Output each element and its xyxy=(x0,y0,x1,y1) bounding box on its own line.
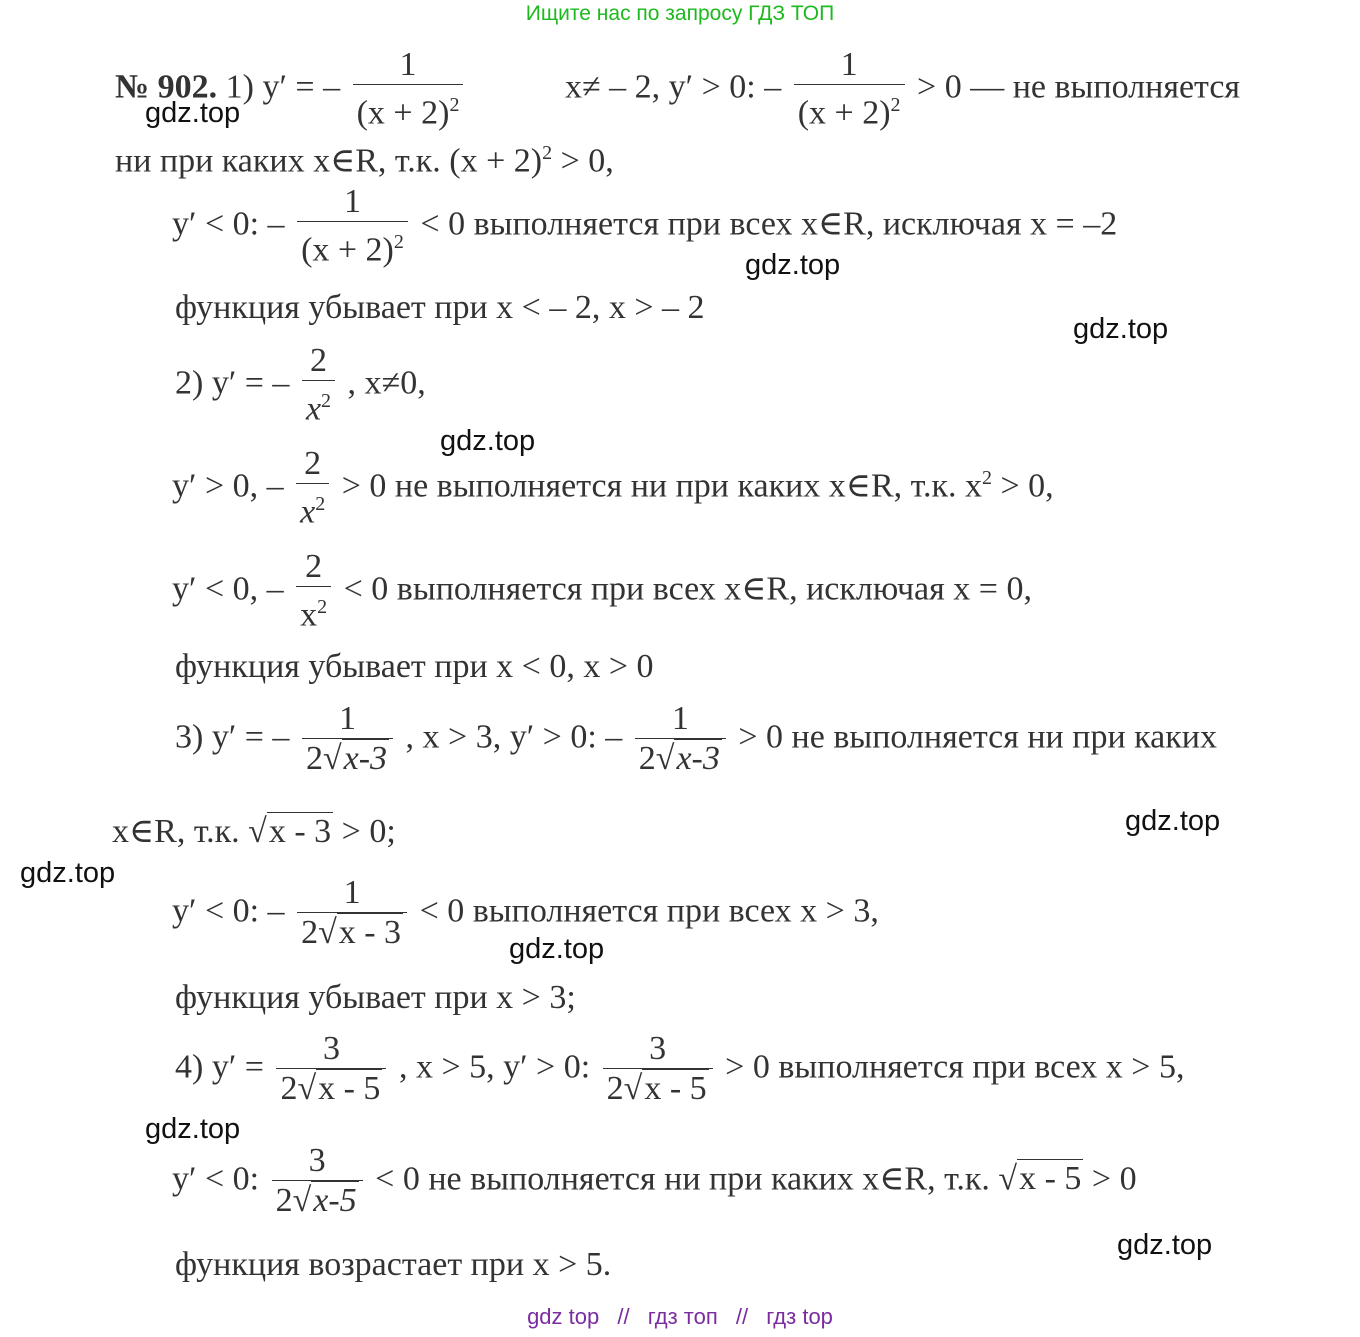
footer-link-gdz-top-mixed[interactable]: гдз top xyxy=(766,1304,833,1329)
part3-line1: 3) y′ = – $\frac{1}{2√x-3}$ , x > 3, y′ > 0: – $\frac{1}{2√x-3}$ > 0 не выполняется ни при каких xyxy=(175,700,1217,777)
watermark: gdz.top xyxy=(1073,313,1169,345)
fraction: $\frac{1}{2√x-3}$ xyxy=(302,700,393,779)
part1-conclusion: функция убывает при x < – 2, x > – 2 xyxy=(175,289,705,326)
top-banner[interactable]: Ищите нас по запросу ГДЗ ТОП xyxy=(525,2,835,25)
watermark: gdz.top xyxy=(1125,805,1221,837)
footer-link-gdz-top[interactable]: gdz top xyxy=(527,1304,600,1329)
watermark: gdz.top xyxy=(20,857,116,889)
watermark: gdz.top xyxy=(509,933,605,965)
fraction: $\frac{3}{2√x - 5}$ xyxy=(276,1030,386,1109)
problem-number: № 902. xyxy=(115,68,218,106)
part2-conclusion: функция убывает при x < 0, x > 0 xyxy=(175,648,654,685)
part2-line3: y′ < 0, – $\frac{2}{x^2}$ < 0 выполняется при всех x∈R, исключая x = 0, xyxy=(172,548,1032,634)
footer-links xyxy=(0,1304,1360,1330)
part4-line1: 4) y′ = $\frac{3}{2√x - 5}$ , x > 5, y′ > 0: $\frac{3}{2√x - 5}$ > 0 выполняется при всех x > 5, xyxy=(175,1030,1185,1107)
part3-line3: y′ < 0: – $\frac{1}{2√x - 3}$ < 0 выполняется при всех x > 3, xyxy=(172,874,879,951)
part2-line1: 2) y′ = – $\frac{2}{x^2}$ , x≠0, xyxy=(175,342,426,428)
fraction: $\frac{1}{2√x-3}$ xyxy=(635,700,726,779)
part1-derivative: 1) y′ = – xyxy=(225,68,341,106)
part1-line3: y′ < 0: – $\frac{1}{(x + 2)^2}$ < 0 выполняется при всех x∈R, исключая x = –2 xyxy=(172,183,1118,269)
watermark: gdz.top xyxy=(145,1113,241,1145)
sqrt: x - 3 xyxy=(268,813,332,850)
watermark: gdz.top xyxy=(745,249,841,281)
fraction: $\frac{1}{(x + 2)^2}$ xyxy=(353,46,464,133)
watermark: gdz.top xyxy=(1117,1229,1213,1261)
part1-condition: x≠ – 2, y′ > 0: – $\frac{1}{(x + 2)^2}$ > 0 — не выполняется xyxy=(565,46,1241,132)
fraction: $\frac{2}{x^2}$ xyxy=(302,342,335,429)
watermark: gdz.top xyxy=(440,425,536,457)
fraction: $\frac{2}{x^2}$ xyxy=(296,548,331,635)
watermark: gdz.top xyxy=(145,97,241,129)
part3-conclusion: функция убывает при x > 3; xyxy=(175,979,576,1016)
fraction: $\frac{2}{x^2}$ xyxy=(296,445,329,532)
fraction: $\frac{1}{2√x - 3}$ xyxy=(297,874,407,953)
part4-conclusion: функция возрастает при x > 5. xyxy=(175,1246,612,1283)
footer-link-gdz-top-ru[interactable]: гдз топ xyxy=(647,1304,718,1329)
fraction: $\frac{1}{(x + 2)^2}$ xyxy=(297,183,408,270)
footer-separator: // xyxy=(617,1304,630,1329)
fraction: $\frac{1}{(x + 2)^2}$ xyxy=(794,46,905,133)
part4-line2: y′ < 0: $\frac{3}{2√x-5}$ < 0 не выполняется ни при каких x∈R, т.к. √x - 5 > 0 xyxy=(172,1142,1137,1219)
fraction: $\frac{3}{2√x-5}$ xyxy=(272,1142,363,1221)
footer-separator: // xyxy=(735,1304,749,1329)
sqrt: x - 5 xyxy=(1019,1160,1082,1198)
fraction: $\frac{3}{2√x - 5}$ xyxy=(603,1030,713,1109)
part3-line2: x∈R, т.к. √x - 3 > 0; xyxy=(112,813,396,850)
part2-line2: y′ > 0, – $\frac{2}{x^2}$ > 0 не выполняется ни при каких x∈R, т.к. $x^2 > 0$, xyxy=(172,445,1054,531)
part1-line2: ни при каких x∈R, т.к. $(x + 2)^2 > 0$, xyxy=(115,142,614,180)
